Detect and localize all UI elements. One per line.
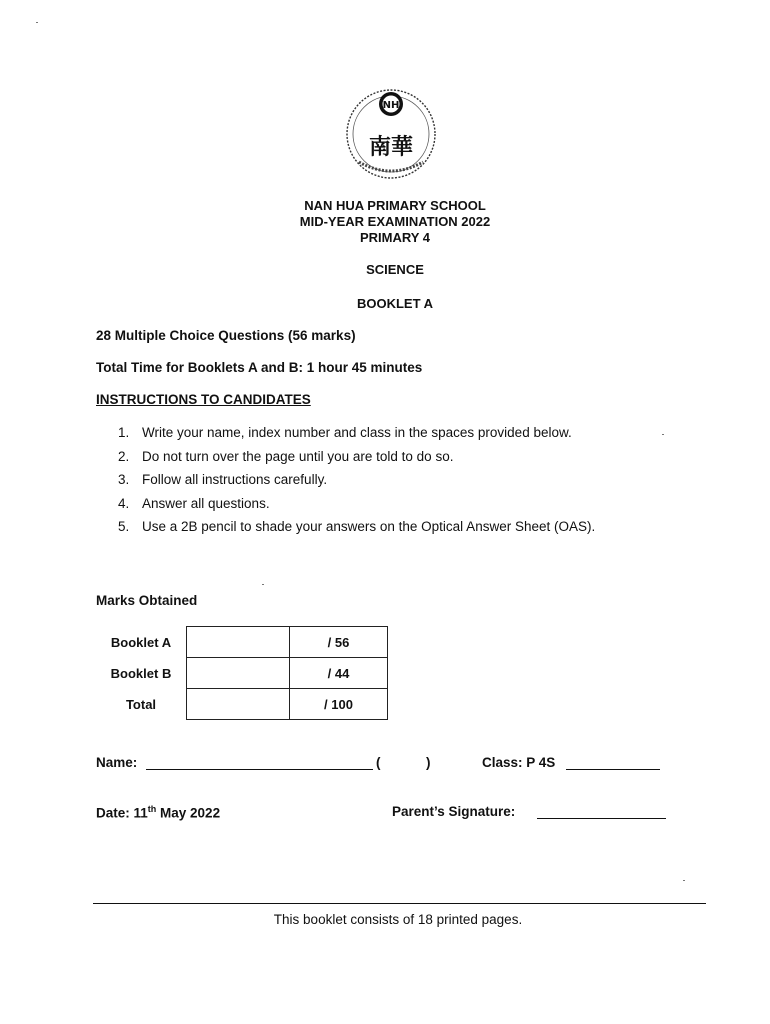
marks-input-box[interactable] [187,627,290,658]
name-label: Name: [96,755,138,770]
list-item: 1. Write your name, index number and class in the spaces provided below. [118,425,572,440]
footer-text: This booklet consists of 18 printed pages. [273,912,523,927]
school-name: NAN HUA PRIMARY SCHOOL [304,198,486,213]
class-label: Class: P 4S [482,755,556,770]
marks-input-box[interactable] [187,658,290,689]
list-item: 3. Follow all instructions carefully. [118,472,328,487]
marks-table [96,626,388,720]
subject-title: SCIENCE [366,262,424,277]
table-row [96,627,388,658]
booklet-title: BOOKLET A [356,296,434,311]
date-label: Date: 11th May 2022 [96,804,221,821]
instructions-heading: INSTRUCTIONS TO CANDIDATES [96,392,311,407]
index-paren-close: ) [426,755,431,770]
signature-label: Parent’s Signature: [392,804,516,819]
table-row [96,658,388,689]
marks-heading: Marks Obtained [96,593,198,608]
list-item: 4. Answer all questions. [118,495,270,511]
instructions-list [118,424,595,542]
time-info: Total Time for Booklets A and B: 1 hour 45 minutes [96,360,423,375]
exam-title: MID-YEAR EXAMINATION 2022 [299,214,491,229]
signature-field[interactable] [537,818,666,819]
questions-info: 28 Multiple Choice Questions (56 marks) [96,328,356,343]
marks-row-label: Total [125,696,157,712]
marks-row-label: Booklet B [110,665,172,681]
marks-input-box[interactable] [187,689,290,720]
scan-speck [662,434,664,435]
index-number-field[interactable] [386,755,424,773]
school-logo [345,84,437,180]
name-field[interactable] [146,769,373,770]
marks-row-label: Booklet A [110,634,172,650]
scan-speck [262,584,264,585]
footer-rule [93,903,706,904]
index-paren-open: ( [376,755,381,770]
scan-speck [683,880,685,881]
marks-max: / 56 [290,627,388,658]
logo-letters: NH [382,100,400,111]
marks-max: / 100 [290,689,388,720]
marks-max: / 44 [290,658,388,689]
table-row [96,689,388,720]
level-title: PRIMARY 4 [359,230,431,245]
class-field[interactable] [566,769,660,770]
list-item: 5. Use a 2B pencil to shade your answers on the Optical Answer Sheet (OAS). [118,519,596,534]
scan-speck [36,22,38,23]
logo-chinese-name: 南華 [368,135,414,160]
list-item: 2. Do not turn over the page until you are told to do so. [118,448,454,464]
